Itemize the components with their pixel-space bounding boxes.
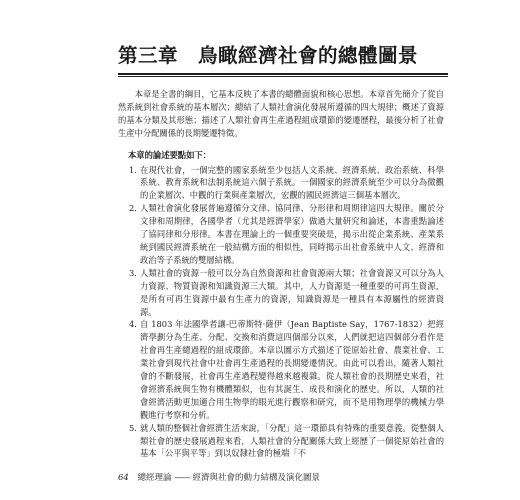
- list-item: [118, 267, 444, 319]
- list-item-text: 人類社會的資源一般可以分為自然資源和社會資源兩大類；社會資源又可以分為人力資源、物質資源和知識資源三大類。其中，人力資源是一種重要的可再生資源，是所有可再生資源中最有生產力的資源，知識資源是一種具有本源屬性的經濟資源。: [140, 267, 444, 317]
- list-item-number: 2.: [129, 203, 137, 214]
- list-item: [118, 202, 444, 267]
- chapter-title: 第三章 鳥瞰經濟社會的總體圖景: [118, 44, 419, 67]
- running-head-separator: ——: [174, 473, 190, 483]
- list-item-text: 在現代社會，一個完整的國家系統至少包括人文系統、經濟系統、政治系統、科學系統、教育系統和法制系統這六個子系統。一個國家的經濟系統至少可以分為微觀的企業層次、中觀的行業與產業層次，宏觀的國民經濟這三個基本層次。: [140, 164, 444, 201]
- list-item-number: 5.: [129, 422, 137, 433]
- list-item-number: 4.: [129, 319, 137, 330]
- list-item-text: 就人類的整個社會經濟生活來說，「分配」這一環節具有特殊的重要意義。從整個人類社會的歷史發展過程來看，人類社會的分配關係大致上經歷了一個從原始社會的基本「公平與平等」到以奴隸社會的極端「不: [140, 422, 444, 459]
- title-rule-thin: [118, 76, 448, 77]
- list-item: [118, 164, 444, 203]
- list-item-number: 3.: [129, 267, 137, 278]
- running-head-subtitle: 經濟與社會的動力結構及演化圖景: [192, 473, 321, 483]
- summary-heading: 本章的論述要點如下：: [128, 149, 211, 160]
- title-rule-thick: [118, 73, 448, 75]
- list-item-number: 1.: [129, 164, 137, 175]
- summary-points-list: [118, 164, 444, 461]
- list-item-text: 自 1803 年法國學者讓-巴蒂斯特·薩伊（Jean Baptiste Say，1767-1832）把經濟學劃分為生產、分配、交換和消費這四個部分以來，人們就把這四個部分看作是社會再生產總過程的組成環節。本章以圖示方式描述了從原始社會、農業社會、工業社會到現代社會中社會再生產過程的長期變遷情況。由此可以看出，隨著人類社會的不斷發展，社會再生產過程變得越來越複雜。從人類社會的長期歷史來看，社會經濟系統與生物有機體類似，也有其誕生、成長和演化的歷史。所以，人類的社會經濟活動更加適合用生物學的眼光進行觀察和研究，而不是用物理學的機械力學觀進行考察和分析。: [140, 319, 444, 420]
- page-number: 64: [118, 473, 129, 483]
- running-head-book-title: 總經理論: [137, 473, 172, 483]
- intro-paragraph: 本章是全書的綱目，它基本反映了本書的總體面貌和核心思想。本章首先簡介了從自然系統到社會系統的基本層次；總結了人類社會演化發展所遵循的四大規律；概述了資源的基本分類及其形態；描述了人類社會再生產過程組成環節的變遷歷程，最後分析了社會生產中分配關係的長期變遷特徵。: [118, 89, 444, 138]
- page-body: [118, 88, 444, 460]
- list-item-text: 人類社會演化發展普遍遵循分文律、協同律、分形律和周期律這四大規律。關於分文律和周期律，各國學者（尤其是經濟學家）做過大量研究和論述，本書重點論述了協同律和分形律。本書在理論上的一個重要突破是，揭示出從企業系統、產業系統到國民經濟系統在一般結構方面的相似性，同時揭示出社會系統中人文、經濟和政治等子系統的雙層結構。: [140, 203, 444, 265]
- list-item: [118, 318, 444, 421]
- list-item: [118, 422, 444, 461]
- page-footer: [118, 471, 448, 483]
